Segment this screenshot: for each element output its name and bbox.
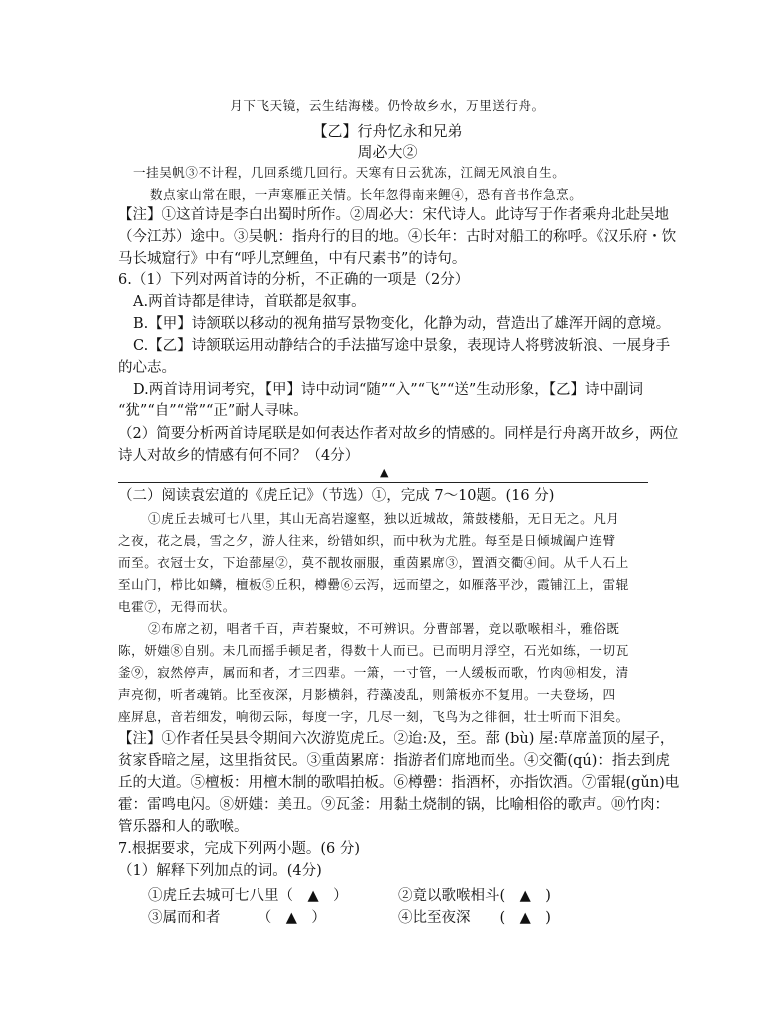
poem-note-line-3: 马长城窟行》中有“呼儿烹鲤鱼，中有尺素书”的诗句。 [118,251,467,267]
para1-line-5: 电霍⑦，无得而状。 [118,599,236,614]
poem-note-line-1: 【注】①这首诗是李白出蜀时所作。②周必大：宋代诗人。此诗写于作者乘舟北赴吴地 [118,207,669,223]
q6-option-d-line-1: D.两首诗用词考究，【甲】诗中动词“随”“入”“飞”“送”生动形象，【乙】诗中副词 [133,382,644,398]
q6-sub2-line-2: 诗人对故乡的情感有何不同？（4分） [118,448,360,464]
q7-stem: 7.根据要求，完成下列两小题。(6 分) [118,841,360,857]
section2-note-line-2: 贫家昏暗之屋，这里指贫民。③重茵累席：指游者们席地而坐。④交衢(qú)：指去到虎 [118,753,670,769]
section2-note-line-5: 管乐器和人的歌喉。 [118,819,249,835]
para1-line-4: 至山门，栉比如鳞，檀板⑤丘积，樽罍⑥云泻，远而望之，如雁落平沙，霞铺江上，雷辊 [118,577,629,592]
q6-stem: 6.（1）下列对两首诗的分析，不正确的一项是（2分） [118,272,470,288]
q7-item-4: ④比至夜深 ( ▲ ) [398,910,551,926]
q7-item-1: ①虎丘去城可七八里（ ▲ ） [148,888,348,904]
q6-option-a: A.两首诗都是律诗，首联都是叙事。 [133,294,366,310]
poem-yi-title: 【乙】行舟忆永和兄弟 [312,122,463,140]
answer-blank-mark: ▲ [380,466,389,479]
poem-yi-author: 周必大② [357,143,418,161]
q6-option-b: B.【甲】诗颔联以移动的视角描写景物变化，化静为动，营造出了雄浑开阔的意境。 [133,316,671,332]
poem-yi-line-2: 数点家山常在眼，一声寒雁正关情。长年忽得南来鲤④，恐有音书作急烹。 [150,187,583,202]
q6-option-d-line-2: “犹”“自”“常”“正”耐人寻味。 [118,403,308,419]
para2-line-4: 声亮彻，听者魂销。比至夜深，月影横斜，荇藻凌乱，则箫板亦不复用。一夫登场，四 [118,687,616,702]
para2-line-3: 釜⑨，寂然停声，属而和者，才三四辈。一箫，一寸管，一人缓板而歌，竹肉⑩相发，清 [118,665,629,680]
section2-header: （二）阅读袁宏道的《虎丘记》（节选）①，完成 7～10题。(16 分) [118,488,555,504]
para2-line-2: 陈，妍媸⑧自别。未几而摇手顿足者，得数十人而已。已而明月浮空，石光如练，一切瓦 [118,643,629,658]
q7-item-3: ③属而和者 （ ▲ ） [148,910,326,926]
poem-yi-line-1: 一挂吴帆③不计程，几回系缆几回行。天寒有日云犹冻，江阔无风浪自生。 [133,165,566,180]
section2-note-line-4: 霍：雷鸣电闪。⑧妍媸：美丑。⑨瓦釜：用黏土烧制的锅，比喻相俗的歌声。⑩竹肉： [118,797,669,813]
q7-item-2: ②竟以歌喉相斗( ▲ ) [398,888,551,904]
q6-option-c-line-2: 的心志。 [118,360,176,376]
section2-note-line-1: 【注】①作者任吴县令期间六次游览虎丘。②迨:及，至。蔀 (bù) 屋:草席盖顶的屋子， [118,731,675,747]
para1-line-2: 之夜，花之晨，雪之夕，游人往来，纷错如织，而中秋为尤胜。每至是日倾城阖户连臂 [118,533,616,548]
para1-line-1: ①虎丘去城可七八里，其山无高岩邃壑，独以近城故，箫鼓楼船，无日无之。凡月 [148,511,620,526]
poem-note-line-2: （今江苏）途中。③吴帆：指舟行的目的地。④长年：古时对船工的称呼。《汉乐府・饮 [118,229,677,245]
para2-line-5: 座屏息，音若细发，响彻云际，每度一字，几尽一刻，飞鸟为之徘徊，壮士听而下泪矣。 [118,709,629,724]
para1-line-3: 而至。衣冠士女，下迨蔀屋②，莫不靓妆丽服，重茵累席③，置酒交衢④间。从千人石上 [118,555,629,570]
poem-jia-last-line: 月下飞天镜，云生结海楼。仍怜故乡水，万里送行舟。 [230,98,545,113]
q7-sub1: （1）解释下列加点的词。(4分) [118,863,322,879]
q6-sub2-line-1: （2）简要分析两首诗尾联是如何表达作者对故乡的情感的。同样是行舟离开故乡，两位 [118,426,679,442]
para2-line-1: ②布席之初，唱者千百，声若聚蚊，不可辨识。分曹部署，竞以歌喉相斗，雅俗既 [148,621,620,636]
q6-option-c-line-1: C.【乙】诗颔联运用动静结合的手法描写途中景象，表现诗人将劈波斩浪、一展身手 [133,338,671,354]
answer-divider-line [118,482,648,483]
section2-note-line-3: 丘的大道。⑤檀板：用檀木制的歌唱拍板。⑥樽罍：指酒杯，亦指饮酒。⑦雷辊(gǔn)电 [118,775,680,791]
